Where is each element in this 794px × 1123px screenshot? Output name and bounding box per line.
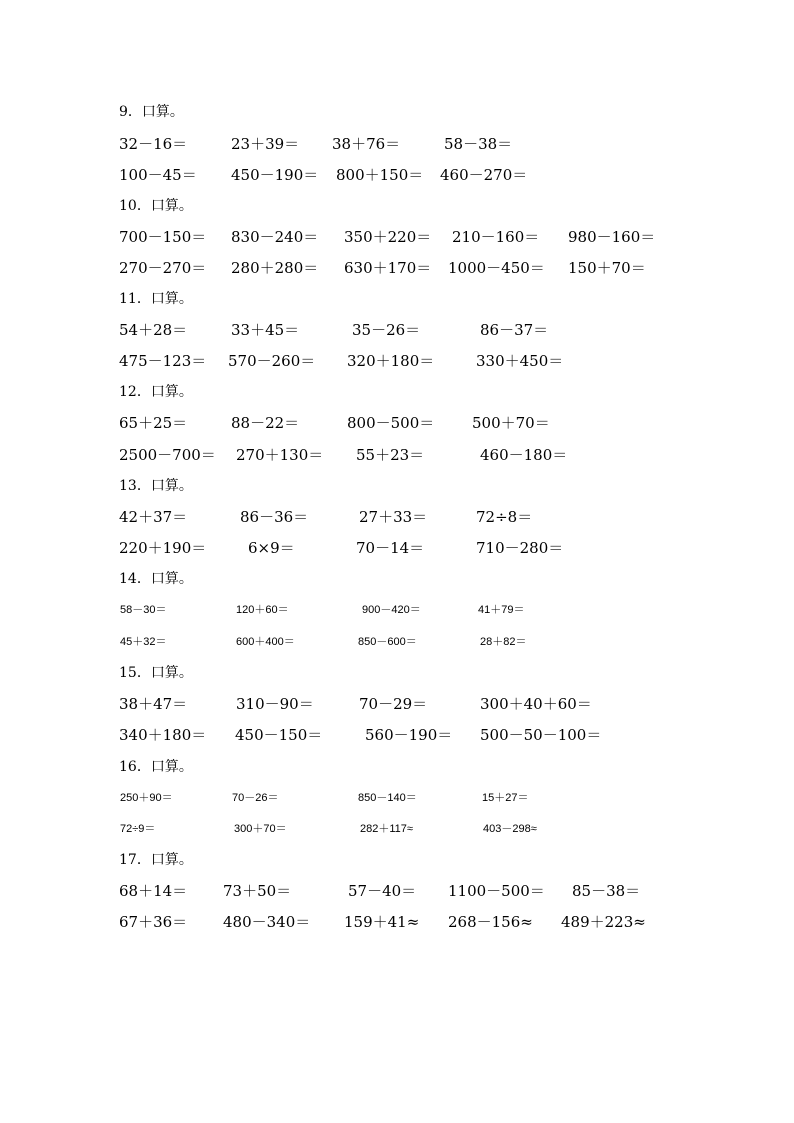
- question-title: 16．口算。: [119, 759, 193, 775]
- question-title: 13．口算。: [119, 478, 193, 494]
- arithmetic-problem: 280＋280＝: [231, 259, 319, 277]
- question-title: 15．口算。: [119, 665, 193, 681]
- arithmetic-problem: 15＋27＝: [482, 792, 529, 804]
- arithmetic-problem: 830－240＝: [231, 228, 319, 246]
- arithmetic-problem: 58－38＝: [444, 135, 513, 153]
- arithmetic-problem: 570－260＝: [228, 352, 316, 370]
- arithmetic-problem: 86－36＝: [240, 508, 309, 526]
- arithmetic-problem: 86－37＝: [480, 321, 549, 339]
- arithmetic-problem: 270－270＝: [119, 259, 207, 277]
- question-title: 17．口算。: [119, 852, 193, 868]
- arithmetic-problem: 88－22＝: [231, 414, 300, 432]
- problem-row: [0, 320, 794, 340]
- problem-row: [0, 881, 794, 901]
- arithmetic-problem: 460－270＝: [440, 166, 528, 184]
- arithmetic-problem: 1000－450＝: [448, 259, 545, 277]
- arithmetic-problem: 330＋450＝: [476, 352, 564, 370]
- problem-row: [0, 445, 794, 465]
- arithmetic-problem: 6×9＝: [248, 539, 295, 557]
- problem-row: [0, 507, 794, 527]
- arithmetic-problem: 45＋32＝: [120, 636, 167, 648]
- arithmetic-problem: 475－123＝: [119, 352, 207, 370]
- arithmetic-problem: 72÷9＝: [120, 823, 156, 835]
- arithmetic-problem: 72÷8＝: [476, 508, 533, 526]
- arithmetic-problem: 300＋70＝: [234, 823, 287, 835]
- arithmetic-problem: 70－14＝: [356, 539, 425, 557]
- arithmetic-problem: 100－45＝: [119, 166, 197, 184]
- arithmetic-problem: 630＋170＝: [344, 259, 432, 277]
- arithmetic-problem: 700－150＝: [119, 228, 207, 246]
- arithmetic-problem: 850－600＝: [358, 636, 417, 648]
- problem-row: [0, 912, 794, 932]
- arithmetic-problem: 33＋45＝: [231, 321, 300, 339]
- problem-row: [0, 788, 794, 808]
- arithmetic-problem: 282＋117≈: [360, 823, 413, 835]
- problem-row: [0, 600, 794, 620]
- arithmetic-problem: 300＋40＋60＝: [480, 695, 592, 713]
- arithmetic-problem: 1100－500＝: [448, 882, 545, 900]
- arithmetic-problem: 159＋41≈: [344, 913, 420, 931]
- arithmetic-problem: 500－50－100＝: [480, 726, 602, 744]
- arithmetic-problem: 320＋180＝: [347, 352, 435, 370]
- arithmetic-problem: 57－40＝: [348, 882, 417, 900]
- problem-row: [0, 694, 794, 714]
- arithmetic-problem: 450－150＝: [235, 726, 323, 744]
- problem-row: [0, 632, 794, 652]
- question-title: 14．口算。: [119, 571, 193, 587]
- arithmetic-problem: 500＋70＝: [472, 414, 550, 432]
- arithmetic-problem: 980－160＝: [568, 228, 656, 246]
- arithmetic-problem: 23＋39＝: [231, 135, 300, 153]
- arithmetic-problem: 210－160＝: [452, 228, 540, 246]
- arithmetic-problem: 850－140＝: [358, 792, 417, 804]
- arithmetic-problem: 310－90＝: [236, 695, 314, 713]
- arithmetic-problem: 120＋60＝: [236, 604, 289, 616]
- arithmetic-problem: 450－190＝: [231, 166, 319, 184]
- arithmetic-problem: 340＋180＝: [119, 726, 207, 744]
- arithmetic-problem: 70－29＝: [359, 695, 428, 713]
- arithmetic-problem: 58－30＝: [120, 604, 167, 616]
- arithmetic-problem: 32－16＝: [119, 135, 188, 153]
- arithmetic-problem: 27＋33＝: [359, 508, 428, 526]
- arithmetic-problem: 150＋70＝: [568, 259, 646, 277]
- question-title: 11．口算。: [119, 291, 193, 307]
- problem-row: [0, 227, 794, 247]
- arithmetic-problem: 220＋190＝: [119, 539, 207, 557]
- arithmetic-problem: 480－340＝: [223, 913, 311, 931]
- arithmetic-problem: 41＋79＝: [478, 604, 525, 616]
- problem-row: [0, 413, 794, 433]
- problem-row: [0, 134, 794, 154]
- arithmetic-problem: 55＋23＝: [356, 446, 425, 464]
- question-title: 9．口算。: [119, 104, 184, 120]
- question-title: 12．口算。: [119, 384, 193, 400]
- problem-row: [0, 725, 794, 745]
- arithmetic-problem: 35－26＝: [352, 321, 421, 339]
- problem-row: [0, 819, 794, 839]
- problem-row: [0, 351, 794, 371]
- problem-row: [0, 538, 794, 558]
- arithmetic-problem: 800＋150＝: [336, 166, 424, 184]
- arithmetic-problem: 73＋50＝: [223, 882, 292, 900]
- arithmetic-problem: 38＋76＝: [332, 135, 401, 153]
- arithmetic-problem: 600＋400＝: [236, 636, 295, 648]
- arithmetic-problem: 85－38＝: [572, 882, 641, 900]
- arithmetic-problem: 67＋36＝: [119, 913, 188, 931]
- arithmetic-problem: 270＋130＝: [236, 446, 324, 464]
- arithmetic-problem: 42＋37＝: [119, 508, 188, 526]
- arithmetic-problem: 403－298≈: [483, 823, 537, 835]
- arithmetic-problem: 800－500＝: [347, 414, 435, 432]
- arithmetic-problem: 65＋25＝: [119, 414, 188, 432]
- arithmetic-problem: 900－420＝: [362, 604, 421, 616]
- problem-row: [0, 258, 794, 278]
- problem-row: [0, 165, 794, 185]
- arithmetic-problem: 70－26＝: [232, 792, 279, 804]
- arithmetic-problem: 68＋14＝: [119, 882, 188, 900]
- arithmetic-problem: 28＋82＝: [480, 636, 527, 648]
- arithmetic-problem: 350＋220＝: [344, 228, 432, 246]
- arithmetic-problem: 560－190＝: [365, 726, 453, 744]
- question-title: 10．口算。: [119, 198, 193, 214]
- arithmetic-problem: 54＋28＝: [119, 321, 188, 339]
- arithmetic-problem: 2500－700＝: [119, 446, 216, 464]
- arithmetic-problem: 489＋223≈: [561, 913, 646, 931]
- arithmetic-problem: 268－156≈: [448, 913, 533, 931]
- arithmetic-problem: 710－280＝: [476, 539, 564, 557]
- arithmetic-problem: 460－180＝: [480, 446, 568, 464]
- arithmetic-problem: 250＋90＝: [120, 792, 173, 804]
- arithmetic-problem: 38＋47＝: [119, 695, 188, 713]
